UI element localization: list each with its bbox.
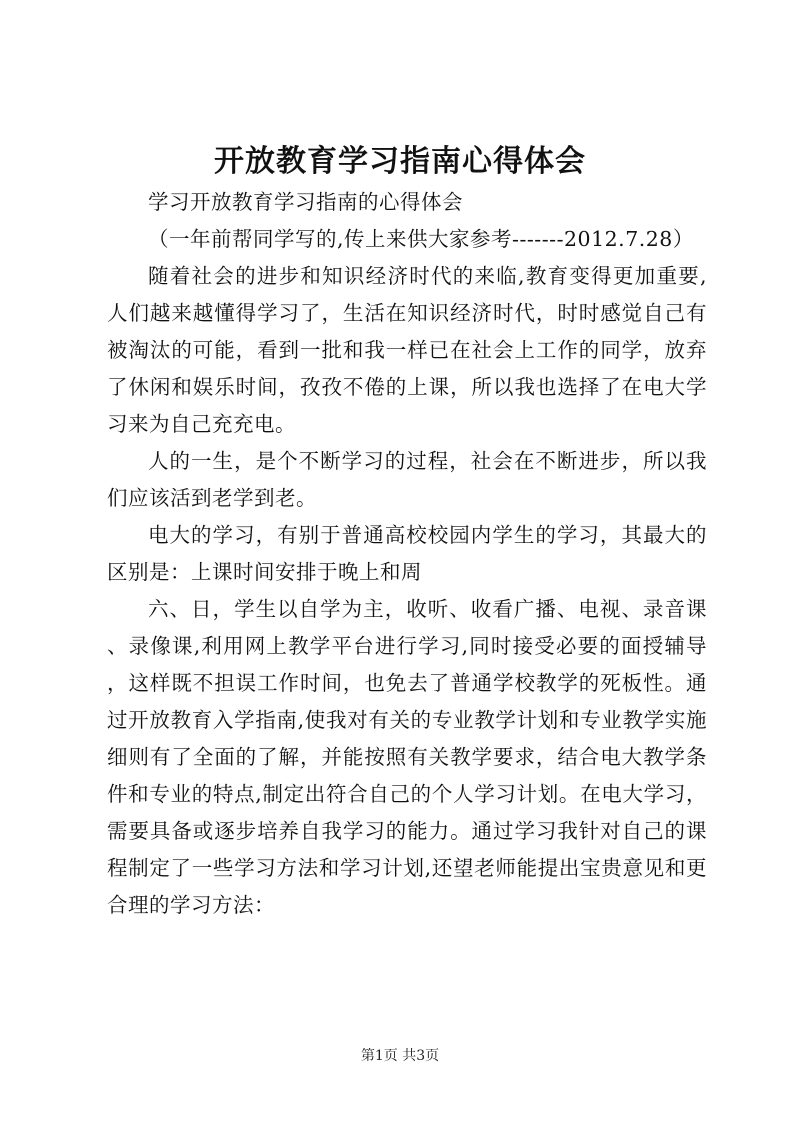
subtitle-paragraph: 学习开放教育学习指南的心得体会 [148,190,463,214]
note-paragraph: （一年前帮同学写的,传上来供大家参考-------2012.7.28） [148,227,694,251]
body-paragraph: 电大的学习，有别于普通高校校园内学生的学习，其最大的区别是：上课时间安排于晚上和周 [107,523,707,584]
document-body [107,184,707,924]
body-paragraph: 随着社会的进步和知识经济时代的来临,教育变得更加重要,人们越来越懂得学习了，生活在知识经济时代，时时感觉自己有被淘汰的可能，看到一批和我一样已在社会上工作的同学，放弃了休闲和娱乐时间，孜孜不倦的上课，所以我也选择了在电大学习来为自己充充电。 [107,264,707,436]
body-paragraph: 六、日，学生以自学为主，收听、收看广播、电视、录音课、录像课,利用网上教学平台进行学习,同时接受必要的面授辅导，这样既不担误工作时间，也免去了普通学校教学的死板性。通过开放教育入学指南,使我对有关的专业教学计划和专业教学实施细则有了全面的了解，并能按照有关教学要求，结合电大教学条件和专业的特点,制定出符合自己的个人学习计划。在电大学习，需要具备或逐步培养自我学习的能力。通过学习我针对自己的课程制定了一些学习方法和学习计划,还望老师能提出宝贵意见和更合理的学习方法： [107,597,707,917]
page-footer: 第1页 共3页 [360,1048,440,1064]
document-title: 开放教育学习指南心得体会 [214,144,586,179]
body-paragraph: 人的一生，是个不断学习的过程，社会在不断进步，所以我们应该活到老学到老。 [107,449,707,510]
